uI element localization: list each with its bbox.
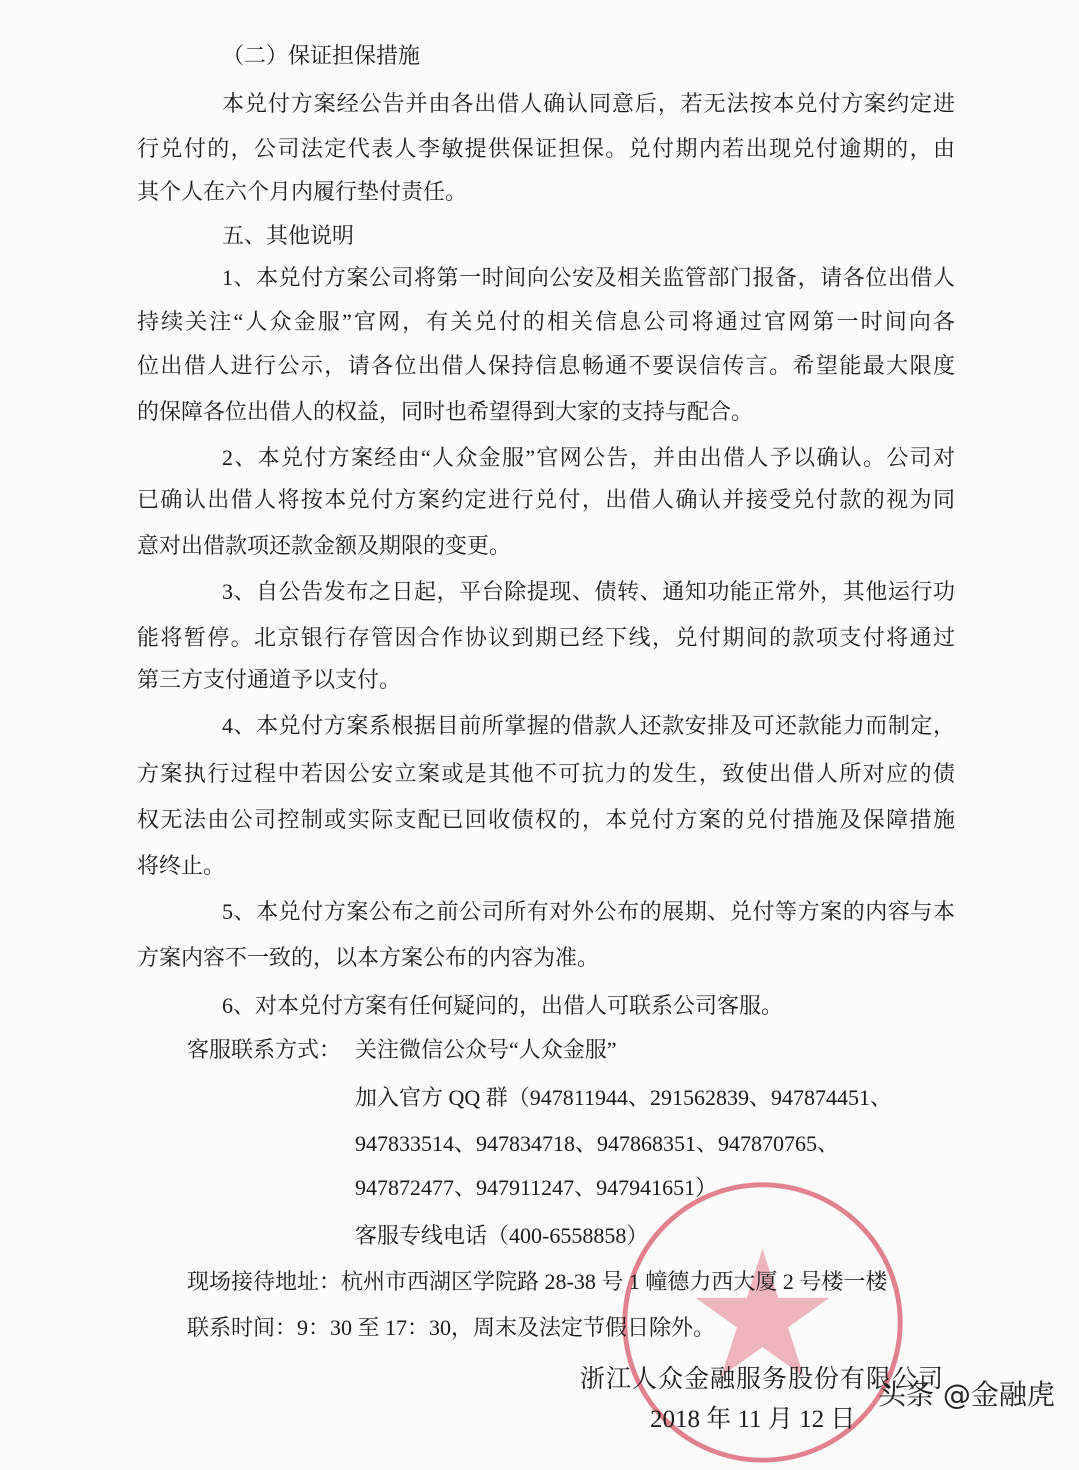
text-line: 1、本兑付方案公司将第一时间向公安及相关监管部门报备，请各位出借人 (222, 265, 955, 290)
text-line: 现场接待地址：杭州市西湖区学院路 28-38 号 1 幢德力西大厦 2 号楼一楼 (187, 1269, 888, 1294)
text-line: 4、本兑付方案系根据目前所掌握的借款人还款安排及可还款能力而制定， (222, 713, 955, 738)
text-line: （二）保证担保措施 (222, 43, 421, 68)
text-line: 行兑付的，公司法定代表人李敏提供保证担保。兑付期内若出现兑付逾期的，由 (137, 136, 955, 161)
text-line: 947872477、947911247、947941651） (355, 1175, 718, 1200)
text-line: 将终止。 (137, 853, 226, 878)
text-line: 其个人在六个月内履行垫付责任。 (137, 179, 468, 204)
text-line: 意对出借款项还款金额及期限的变更。 (137, 533, 512, 558)
text-line: 的保障各位出借人的权益，同时也希望得到大家的支持与配合。 (137, 399, 754, 424)
text-line: 已确认出借人将按本兑付方案约定进行兑付，出借人确认并接受兑付款的视为同 (137, 487, 955, 512)
text-line: 3、自公告发布之日起，平台除提现、债转、通知功能正常外，其他运行功 (222, 579, 955, 604)
watermark: 头条 @金融虎 (878, 1378, 1055, 1411)
text-line: 6、对本兑付方案有任何疑问的，出借人可联系公司客服。 (222, 993, 784, 1018)
text-line: 方案执行过程中若因公安立案或是其他不可抗力的发生，致使出借人所对应的债 (137, 761, 955, 786)
text-line: 五、其他说明 (222, 223, 355, 248)
text-line: 客服联系方式： (187, 1037, 342, 1062)
text-line: 权无法由公司控制或实际支配已回收债权的，本兑付方案的兑付措施及保障措施 (137, 807, 955, 832)
text-line: 方案内容不一致的，以本方案公布的内容为准。 (137, 945, 600, 970)
text-line: 联系时间：9：30 至 17：30，周末及法定节假日除外。 (187, 1315, 716, 1340)
text-line: 位出借人进行公示，请各位出借人保持信息畅通不要误信传言。希望能最大限度 (137, 353, 955, 378)
text-line: 5、本兑付方案公布之前公司所有对外公布的展期、兑付等方案的内容与本 (222, 899, 955, 924)
text-line: 947833514、947834718、947868351、947870765、 (355, 1131, 840, 1156)
text-line: 持续关注“人众金服”官网，有关兑付的相关信息公司将通过官网第一时间向各 (137, 309, 955, 334)
text-line: 第三方支付通道予以支付。 (137, 667, 402, 692)
text-line: 客服专线电话（400-6558858） (355, 1223, 649, 1248)
text-line: 关注微信公众号“人众金服” (355, 1037, 617, 1062)
document-date: 2018 年 11 月 12 日 (650, 1406, 856, 1433)
text-line: 2、本兑付方案经由“人众金服”官网公告，并由出借人予以确认。公司对 (222, 445, 955, 470)
text-line: 本兑付方案经公告并由各出借人确认同意后，若无法按本兑付方案约定进 (222, 91, 955, 116)
company-name: 浙江人众金融服务股份有限公司 (580, 1366, 945, 1393)
text-line: 能将暂停。北京银行存管因合作协议到期已经下线，兑付期间的款项支付将通过 (137, 625, 955, 650)
text-line: 加入官方 QQ 群（947811944、291562839、947874451、 (355, 1085, 892, 1110)
